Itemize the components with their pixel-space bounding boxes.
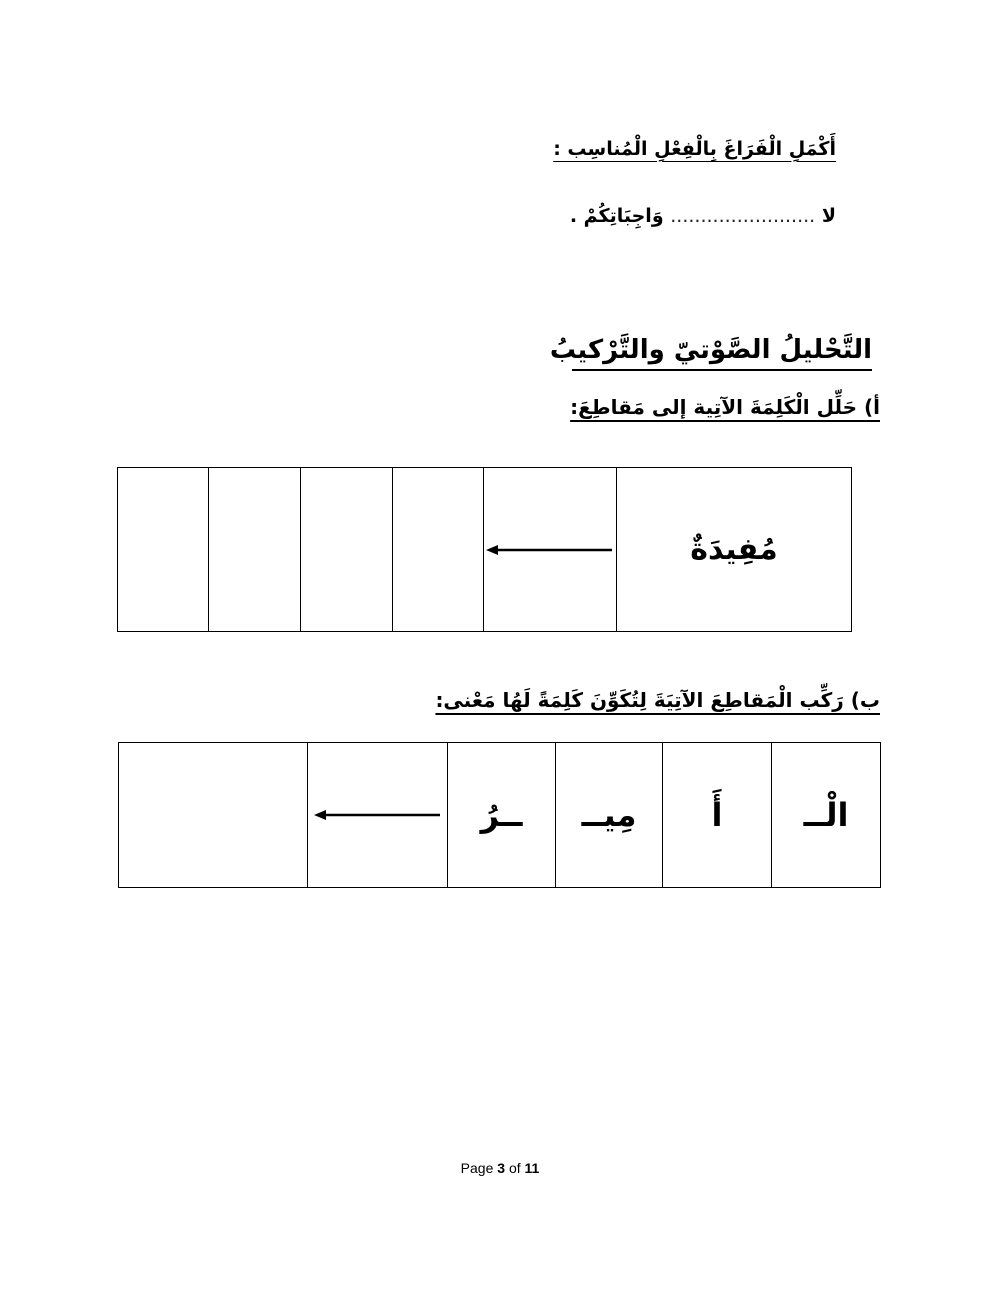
syllable-cell-4 <box>448 743 556 888</box>
syllable-split-table <box>117 467 852 632</box>
page-word: Page <box>460 1160 494 1176</box>
target-word: مُفِيدَةٌ <box>690 532 778 567</box>
sentence-end: وَاجِبَاتِكُمْ . <box>569 205 664 227</box>
answer-cell-4[interactable] <box>118 468 209 632</box>
of-word: of <box>508 1160 521 1176</box>
fill-blank-sentence <box>570 205 836 227</box>
blank-dots[interactable]: ........................ <box>670 205 816 227</box>
syllable: أَ <box>711 796 723 834</box>
word-cell <box>617 468 852 632</box>
arrow-cell <box>308 743 448 888</box>
answer-cell-1[interactable] <box>393 468 484 632</box>
left-arrow-icon <box>486 542 614 558</box>
syllable-compose-table <box>118 742 881 888</box>
page-footer <box>0 1160 1000 1176</box>
part-b-label: ب) رَكِّب الْمَقاطِعَ الآتِيَةَ لِتُكَوِّنَ كَلِمَةً لَهُا مَعْنى: <box>435 688 880 712</box>
sentence-start: لا <box>821 205 836 227</box>
part-a-label: أ) حَلِّل الْكَلِمَةَ الآتِية إلى مَقاطِعَ: <box>570 395 880 419</box>
current-page: 3 <box>497 1160 506 1176</box>
syllable-cell-3 <box>556 743 663 888</box>
syllable: ــرُ <box>480 796 523 834</box>
composed-word-cell[interactable] <box>119 743 308 888</box>
syllable-cell-2 <box>663 743 772 888</box>
left-arrow-icon <box>314 807 442 823</box>
syllable-cell-1 <box>772 743 881 888</box>
syllable: مِيــ <box>581 796 637 834</box>
fill-blank-heading: أَكْمَلِ الْفَرَاغَ بِالْفِعْلِ الْمُناسِب : <box>553 138 836 160</box>
total-pages: 11 <box>524 1160 540 1176</box>
arrow-cell <box>484 468 617 632</box>
syllable: الْــ <box>803 796 849 834</box>
answer-cell-3[interactable] <box>209 468 301 632</box>
section-title: التَّحْليلُ الصَّوْتيّ والتَّرْكيبُ <box>572 335 872 371</box>
answer-cell-2[interactable] <box>301 468 393 632</box>
